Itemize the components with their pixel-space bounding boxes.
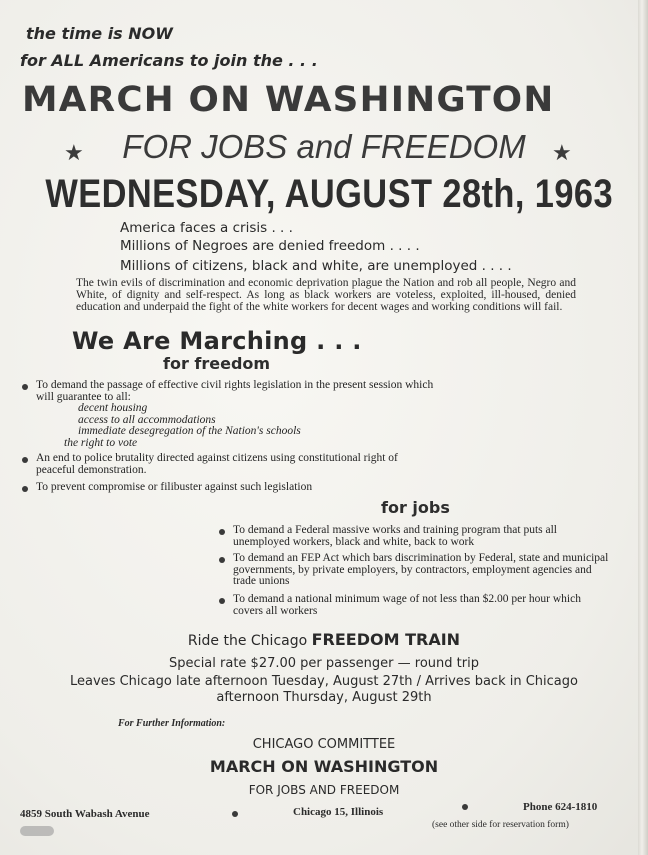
schedule-line-2: afternoon Thursday, August 29th [216,690,432,705]
bullet-dot [22,457,28,463]
freedom-point-1 [36,380,436,449]
bullet-dot [22,486,28,492]
kicker-line-1: the time is NOW [26,24,173,43]
city: Chicago 15, Illinois [293,806,384,818]
schedule-line-1: Leaves Chicago late afternoon Tuesday, August 27th / Arrives back in Chicago [70,674,578,689]
star-right-icon: ★ [552,140,572,165]
phone: Phone 624-1810 [523,801,598,813]
bullet-dot [232,811,238,817]
address: 4859 South Wabash Avenue [20,808,150,820]
freedom-subhead: for freedom [163,354,271,373]
jobs-point-2: To demand an FEP Act which bars discrimination by Federal, state and municipal governments, by private employers, by contractors, employment agencies and trade unions [233,552,609,587]
jobs-point-3: To demand a national minimum wage of not less than $2.00 per hour which covers all workers [233,593,581,617]
freedom-item-housing: decent housing [78,402,148,414]
freedom-item-vote: the right to vote [64,436,138,449]
event-date: WEDNESDAY, AUGUST 28th, 1963 [45,172,614,216]
kicker-line-2: for ALL Americans to join the . . . [20,51,318,70]
bullet-dot [22,384,28,390]
union-label-icon [20,826,54,836]
committee-name: CHICAGO COMMITTEE [252,737,396,752]
ride-prefix: Ride the Chicago [187,633,308,649]
intro-paragraph: The twin evils of discrimination and economic deprivation plague the Nation and rob all people, Negro and White, of dignity and self-respect. As long as black workers are voteless, exploited, ill-housed, denied education and underpaid the fight of the white workers for decent wages and working conditions will fail. [76,277,576,313]
footer-march-name: MARCH ON WASHINGTON [209,757,439,776]
marching-heading: We Are Marching . . . [72,327,362,355]
freedom-item-accommodations: access to all accommodations [78,413,216,426]
subtitle: FOR JOBS and FREEDOM [122,128,526,165]
crisis-line-1: America faces a crisis . . . [120,220,293,236]
jobs-subhead: for jobs [381,498,450,517]
further-info-label: For Further Information: [118,718,226,729]
freedom-train-line [0,630,648,649]
freedom-point-3: To prevent compromise or filibuster against such legislation [36,481,313,493]
bullet-dot [219,557,225,563]
main-title: MARCH ON WASHINGTON [22,80,555,120]
freedom-point-2: An end to police brutality directed against citizens using constitutional right of peaceful demonstration. [36,452,398,476]
bullet-dot [219,529,225,535]
jobs-point-1: To demand a Federal massive works and training program that puts all unemployed workers, black and white, back to work [233,524,557,548]
crisis-line-3: Millions of citizens, black and white, are unemployed . . . . [120,258,512,274]
bullet-dot [462,804,468,810]
footer-jobs-freedom: FOR JOBS AND FREEDOM [248,783,400,797]
freedom-point-1-text: To demand the passage of effective civil rights legislation in the present session which will guarantee to all: [36,379,434,403]
freedom-train-label: FREEDOM TRAIN [311,630,461,649]
crisis-line-2: Millions of Negroes are denied freedom . . . . [120,238,420,254]
star-left-icon: ★ [64,140,84,165]
bullet-dot [219,598,225,604]
special-rate: Special rate $27.00 per passenger — round trip [169,656,479,671]
freedom-item-desegregation: immediate desegregation of the Nation's schools [78,425,301,437]
see-other-side-note: (see other side for reservation form) [432,820,569,830]
